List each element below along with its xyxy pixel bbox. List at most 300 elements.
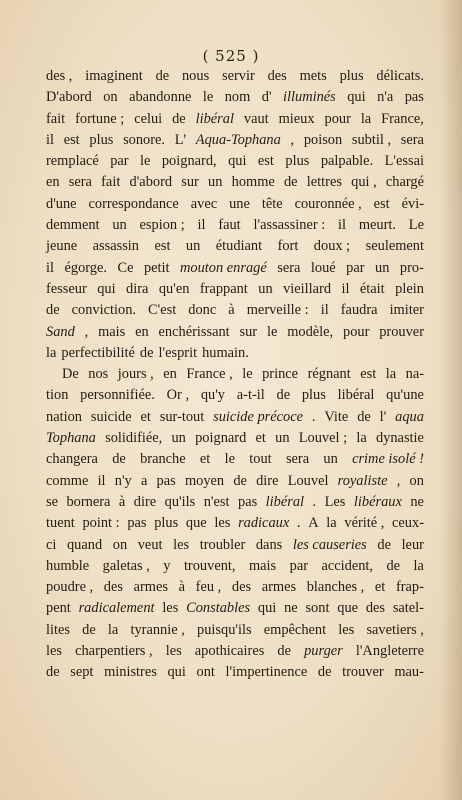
word: vieillard (283, 280, 332, 297)
word: fort (277, 238, 299, 255)
text-line (46, 449, 424, 470)
word: Ce (117, 259, 134, 276)
text-line (46, 130, 424, 151)
word: plein (395, 280, 424, 297)
word: fesseur (46, 280, 87, 297)
word: de (112, 451, 126, 468)
word: qui (167, 664, 186, 681)
word: ci (46, 536, 57, 553)
text-line (46, 428, 424, 449)
word: satel- (392, 600, 424, 617)
word: d' (261, 89, 272, 106)
word: le (266, 323, 278, 340)
word: , (396, 472, 401, 489)
word: . (296, 515, 301, 532)
word: la (107, 621, 119, 638)
text-line (46, 492, 424, 513)
word: chargé (385, 174, 424, 191)
word: évi- (401, 195, 424, 212)
word: vérité , (344, 515, 385, 532)
word: des , (46, 68, 73, 84)
word: imiter (389, 302, 424, 319)
text-line (46, 172, 424, 193)
text-line (46, 87, 424, 108)
word: Le (408, 217, 424, 234)
word: puisqu'ils (197, 621, 252, 638)
word: par (110, 153, 129, 170)
word: est (257, 153, 274, 170)
word: lettres (306, 174, 342, 191)
text-line (46, 66, 424, 87)
word: de (82, 621, 96, 638)
word: de (386, 557, 401, 574)
word: un (208, 174, 223, 191)
word: régnant (307, 366, 351, 383)
word: qu'en (158, 280, 190, 297)
word: royaliste (337, 472, 388, 489)
word: qui (257, 600, 277, 617)
text-line (46, 279, 424, 300)
word: sonore. (123, 131, 166, 148)
word: d'abord (129, 174, 173, 191)
word: leur (401, 536, 424, 553)
word: l'esprit (158, 344, 198, 361)
word: plus (301, 387, 326, 404)
word: Tophana (46, 430, 96, 447)
text-line (46, 556, 424, 577)
text-line (46, 109, 424, 130)
word: empêchent (263, 621, 327, 638)
word: il (341, 280, 350, 297)
word: Or , (166, 387, 190, 404)
word: se (46, 493, 58, 510)
word: perfectibilité (61, 344, 135, 361)
word: d'une (46, 195, 77, 212)
word: plus (339, 68, 364, 84)
word: mau- (394, 664, 424, 681)
word: ont (196, 664, 215, 681)
word: crime isolé ! (352, 451, 424, 468)
word: C'est (148, 302, 177, 319)
word: par (289, 557, 308, 574)
word: la (46, 344, 57, 361)
word: France, (381, 110, 424, 127)
word: il (320, 302, 329, 319)
word: fortune ; (75, 110, 125, 127)
word: il (97, 472, 106, 489)
word: pas (238, 493, 258, 510)
word: tuent (46, 515, 75, 532)
word: radicaux (238, 515, 290, 532)
word: mais (98, 323, 126, 340)
word: abandonne (129, 89, 192, 106)
word: blanches , (306, 579, 365, 596)
word: l'impertinence (225, 664, 308, 681)
word: de (377, 536, 391, 553)
word: de (283, 174, 298, 191)
word: un (185, 238, 201, 255)
word: armes (261, 579, 297, 596)
word: petit (143, 259, 170, 276)
word: la (356, 430, 367, 447)
word: de (172, 110, 186, 127)
word: modèle, (287, 323, 334, 340)
word: . (311, 408, 316, 425)
word: est (360, 366, 377, 383)
word: plus (285, 153, 310, 170)
text-line (46, 236, 424, 257)
word: dire (256, 472, 279, 489)
text-line (46, 300, 424, 321)
word: que (337, 600, 359, 617)
text-line (46, 471, 424, 492)
word: libéral (265, 493, 305, 510)
word: L'essai (384, 153, 424, 170)
word: n'y (114, 472, 132, 489)
word: plus (89, 131, 114, 148)
word: Constables (186, 600, 251, 617)
word: des (267, 68, 287, 84)
word: frap- (395, 579, 424, 596)
word: égorge. (64, 259, 107, 276)
word: seulement (365, 238, 424, 255)
word: fait (101, 174, 121, 191)
word: sera (277, 259, 301, 276)
text-line (46, 641, 424, 662)
word: est (63, 131, 80, 148)
word: ministres (104, 664, 157, 681)
word: délicats. (376, 68, 424, 84)
word: est (154, 238, 171, 255)
word: tout (249, 451, 272, 468)
word: , (290, 131, 295, 148)
word: et (374, 579, 386, 596)
word: était (359, 280, 385, 297)
word: les (46, 643, 62, 660)
word: nous (181, 68, 210, 84)
word: qui (228, 153, 247, 170)
word: jeune (46, 238, 78, 255)
word: l'Angleterre (355, 643, 424, 660)
word: à (228, 302, 235, 319)
word: humble (46, 557, 90, 574)
word: sont (305, 600, 330, 617)
word: enchérissant (158, 323, 230, 340)
word: donc (188, 302, 217, 319)
word: de (233, 472, 247, 489)
word: plus (154, 515, 179, 532)
word: et (199, 451, 211, 468)
word: est (373, 195, 390, 212)
word: à (118, 493, 126, 510)
word: nom (224, 89, 251, 106)
word: sur (239, 323, 258, 340)
word: mieux (278, 110, 315, 127)
word: A (308, 515, 319, 532)
word: poignard (195, 430, 247, 447)
word: un (375, 259, 390, 276)
word: point : (82, 515, 120, 532)
word: pent (46, 600, 71, 617)
word: palpable. (320, 153, 374, 170)
word: de (155, 68, 170, 84)
word: qui (347, 89, 366, 106)
word: na- (405, 366, 424, 383)
word: qui , (351, 174, 377, 191)
word: celui (134, 110, 163, 127)
word: imaginent (85, 68, 143, 84)
word: Les (324, 493, 346, 510)
text-line (46, 364, 424, 385)
word: a-t-il (236, 387, 265, 404)
word: les (162, 600, 179, 617)
word: et (140, 408, 151, 425)
word: il (46, 259, 54, 276)
word: correspondance (88, 195, 179, 212)
word: prince (262, 366, 299, 383)
word: il (46, 131, 54, 148)
word: pas (404, 89, 424, 106)
page-edge-shadow (440, 0, 462, 800)
word: en (46, 174, 60, 191)
word: a (140, 472, 148, 489)
word: le (242, 366, 253, 383)
word: avec (190, 195, 218, 212)
word: dire (133, 493, 157, 510)
word: Aqua-Tophana (195, 131, 281, 148)
word: qu'ils (164, 493, 196, 510)
word: mouton enragé (180, 259, 267, 276)
word: assassin (92, 238, 139, 255)
word: faut (218, 217, 241, 234)
word: par (346, 259, 365, 276)
word: ne (284, 600, 298, 617)
text-line (46, 385, 424, 406)
word: dans (255, 536, 283, 553)
word: charpentiers , (75, 643, 153, 660)
text-line (46, 151, 424, 172)
text-line (46, 322, 424, 343)
word: un (323, 451, 338, 468)
word: il (197, 217, 206, 234)
word: des (103, 579, 123, 596)
text-line (46, 577, 424, 598)
word: des (231, 579, 252, 596)
word: étudiant (215, 238, 263, 255)
word: sur-tout (159, 408, 205, 425)
word: illuminés (283, 89, 336, 106)
word: libéral (195, 110, 234, 127)
word: faudra (340, 302, 378, 319)
word: un (275, 430, 290, 447)
word: nos (88, 366, 109, 383)
word: de (46, 664, 60, 681)
word: servir (221, 68, 255, 84)
word: merveille : (246, 302, 309, 319)
word: de (139, 344, 154, 361)
text-line (46, 407, 424, 428)
text-line (46, 620, 424, 641)
word: purger (304, 643, 343, 660)
text-line (46, 513, 424, 534)
word: libéral (337, 387, 375, 404)
word: accident, (321, 557, 374, 574)
word: ne (410, 493, 424, 510)
word: un (258, 280, 273, 297)
word: Vite (324, 408, 349, 425)
word: Sand (46, 323, 75, 340)
word: qui (97, 280, 116, 297)
word: de (277, 643, 292, 660)
page-number: ( 525 ) (202, 47, 260, 65)
word: moyen (184, 472, 225, 489)
word: le (224, 451, 235, 468)
word: L' (174, 131, 187, 148)
word: conviction. (71, 302, 136, 319)
word: De (62, 366, 79, 383)
text-line (46, 215, 424, 236)
word: dynastie (375, 430, 424, 447)
word: à (178, 579, 186, 596)
word: la (413, 557, 424, 574)
word: on (112, 536, 128, 553)
word: la (385, 366, 397, 383)
text-line (46, 258, 424, 279)
word: poudre , (46, 579, 94, 596)
word: loué (310, 259, 336, 276)
word: galetas , (102, 557, 150, 574)
word: pas (127, 515, 147, 532)
word: un (112, 217, 127, 234)
word: pas (156, 472, 176, 489)
word: mets (299, 68, 327, 84)
word: qu'y (200, 387, 225, 404)
word: pour (324, 110, 351, 127)
word: on (103, 89, 118, 106)
word: nation (46, 408, 82, 425)
word: demment (46, 217, 100, 234)
word: de (317, 664, 332, 681)
text-line (46, 194, 424, 215)
word: poison (303, 131, 343, 148)
word: un (171, 430, 186, 447)
word: prouver (379, 323, 424, 340)
word: veut (137, 536, 163, 553)
word: suicide précoce (213, 408, 304, 425)
word: suicide (90, 408, 132, 425)
word: la (326, 515, 337, 532)
word: tête (261, 195, 283, 212)
word: n'est (203, 493, 230, 510)
text-line (46, 662, 424, 683)
word: sera (400, 131, 424, 148)
word: sur (181, 174, 199, 191)
word: que (185, 515, 207, 532)
word: aqua (395, 408, 424, 425)
word: branche (140, 451, 186, 468)
word: frappant (199, 280, 248, 297)
word: , (84, 323, 89, 340)
word: solidifiée, (105, 430, 163, 447)
word: humain. (202, 344, 249, 361)
word: le (140, 153, 151, 170)
word: apothicaires (194, 643, 265, 660)
word: dira (126, 280, 149, 297)
word: France , (186, 366, 233, 383)
word: bornera (66, 493, 111, 510)
word: y (163, 557, 171, 574)
word: qu'une (386, 387, 424, 404)
word: et (255, 430, 266, 447)
word: pro- (399, 259, 424, 276)
word: espion ; (139, 217, 185, 234)
word: en (163, 366, 177, 383)
body-text (46, 66, 424, 684)
word: lites (46, 621, 70, 638)
word: les (173, 536, 190, 553)
word: le (202, 89, 214, 106)
word: les (165, 643, 182, 660)
word: mais (248, 557, 277, 574)
word: fait (46, 110, 66, 127)
word: les (338, 621, 355, 638)
word: radicalement (78, 600, 155, 617)
word: les (214, 515, 231, 532)
word: il (338, 217, 347, 234)
word: homme (231, 174, 275, 191)
word: la (360, 110, 372, 127)
word: des (365, 600, 386, 617)
word: libéraux (353, 493, 402, 510)
word: armes (133, 579, 168, 596)
word: n'a (377, 89, 394, 106)
word: doux ; (313, 238, 351, 255)
word: poignard, (161, 153, 217, 170)
text-line (46, 535, 424, 556)
word: une (229, 195, 250, 212)
word: troubler (199, 536, 246, 553)
word: on (409, 472, 424, 489)
word: l' (379, 408, 387, 425)
word: changera (46, 451, 98, 468)
word: D'abord (46, 89, 92, 106)
word: couronnée , (294, 195, 362, 212)
word: les causeries (292, 536, 367, 553)
word: pour (343, 323, 370, 340)
word: sept (70, 664, 94, 681)
word: de (46, 302, 60, 319)
word: . (312, 493, 317, 510)
word: remplacé (46, 153, 99, 170)
word: Louvel (287, 472, 329, 489)
word: quand (66, 536, 103, 553)
word: Louvel ; (298, 430, 348, 447)
text-line (46, 343, 424, 364)
word: sera (68, 174, 92, 191)
word: meurt. (358, 217, 396, 234)
word: feu , (195, 579, 222, 596)
word: trouver (342, 664, 384, 681)
word: vaut (243, 110, 269, 127)
word: de (357, 408, 371, 425)
word: l'assassiner : (253, 217, 326, 234)
text-line (46, 598, 424, 619)
word: tyrannie , (130, 621, 185, 638)
word: subtil , (351, 131, 392, 148)
word: ceux- (392, 515, 424, 532)
word: savetiers , (366, 621, 424, 638)
word: tion (46, 387, 69, 404)
